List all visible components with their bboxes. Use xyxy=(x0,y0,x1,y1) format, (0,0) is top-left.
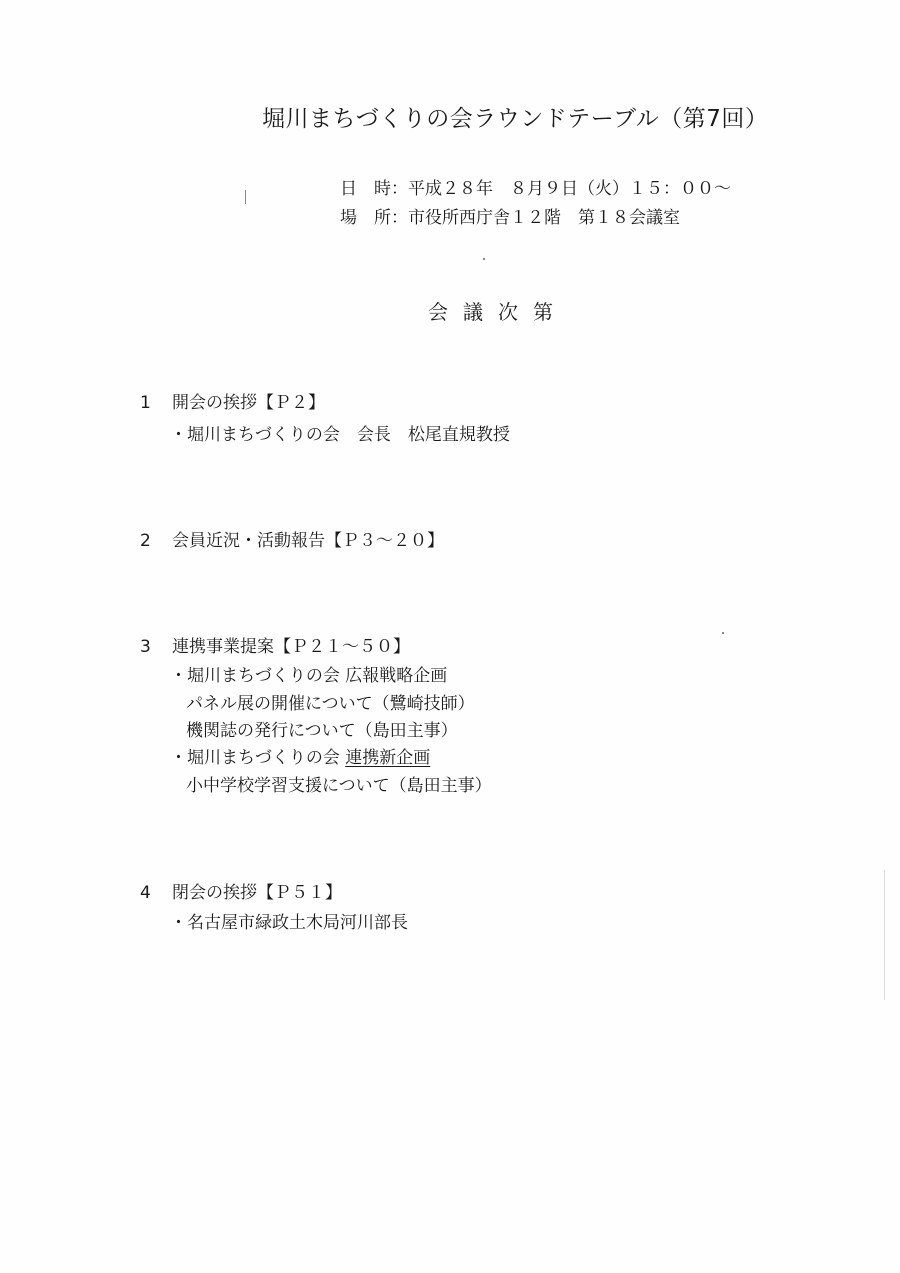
document-title: 堀川まちづくりの会ラウンドテーブル（第7回） xyxy=(262,106,769,132)
section-4-heading xyxy=(140,878,342,903)
section-1-heading xyxy=(140,388,325,413)
meta-date-row xyxy=(340,174,731,199)
scan-speck xyxy=(245,190,246,204)
place-colon: ： xyxy=(391,208,408,228)
section-number: 4 xyxy=(140,883,151,903)
meta-place-row xyxy=(340,203,680,228)
section-title: 閉会の挨拶【Ｐ５１】 xyxy=(172,883,342,903)
section-title: 連携事業提案【Ｐ２１～５０】 xyxy=(172,637,410,657)
date-colon: ： xyxy=(391,179,408,199)
item-text: ・堀川まちづくりの会 xyxy=(170,748,346,768)
scan-edge xyxy=(884,870,885,1000)
section-title: 開会の挨拶【Ｐ２】 xyxy=(172,393,325,413)
scan-speck xyxy=(722,632,724,634)
item-underlined-text: 連携新企画 xyxy=(345,748,431,768)
section-3-item xyxy=(170,743,430,768)
place-label: 場 所 xyxy=(340,208,391,228)
date-label: 日 時 xyxy=(340,179,391,199)
section-3-subitem: パネル展の開催について（鷺崎技師） xyxy=(186,694,475,714)
place-value: 市役所西庁舎１２階 第１８会議室 xyxy=(408,208,680,228)
section-4-item: ・名古屋市緑政土木局河川部長 xyxy=(170,913,408,933)
section-3-subitem: 小中学校学習支援について（島田主事） xyxy=(186,776,492,796)
section-3-heading xyxy=(140,632,410,657)
section-3-item: ・堀川まちづくりの会 広報戦略企画 xyxy=(170,666,448,686)
section-number: 2 xyxy=(140,531,151,551)
date-value: 平成２８年 ８月９日（火）１５：００～ xyxy=(408,179,731,199)
section-3-subitem: 機関誌の発行について（島田主事） xyxy=(186,721,458,741)
section-title: 会員近況・活動報告【Ｐ３～２０】 xyxy=(172,531,444,551)
section-number: 1 xyxy=(140,393,151,413)
agenda-heading: 会議次第 xyxy=(428,300,568,324)
section-1-item: ・堀川まちづくりの会 会長 松尾直規教授 xyxy=(170,425,510,445)
section-number: 3 xyxy=(140,637,151,657)
section-2-heading xyxy=(140,526,444,551)
scan-speck xyxy=(483,258,485,260)
